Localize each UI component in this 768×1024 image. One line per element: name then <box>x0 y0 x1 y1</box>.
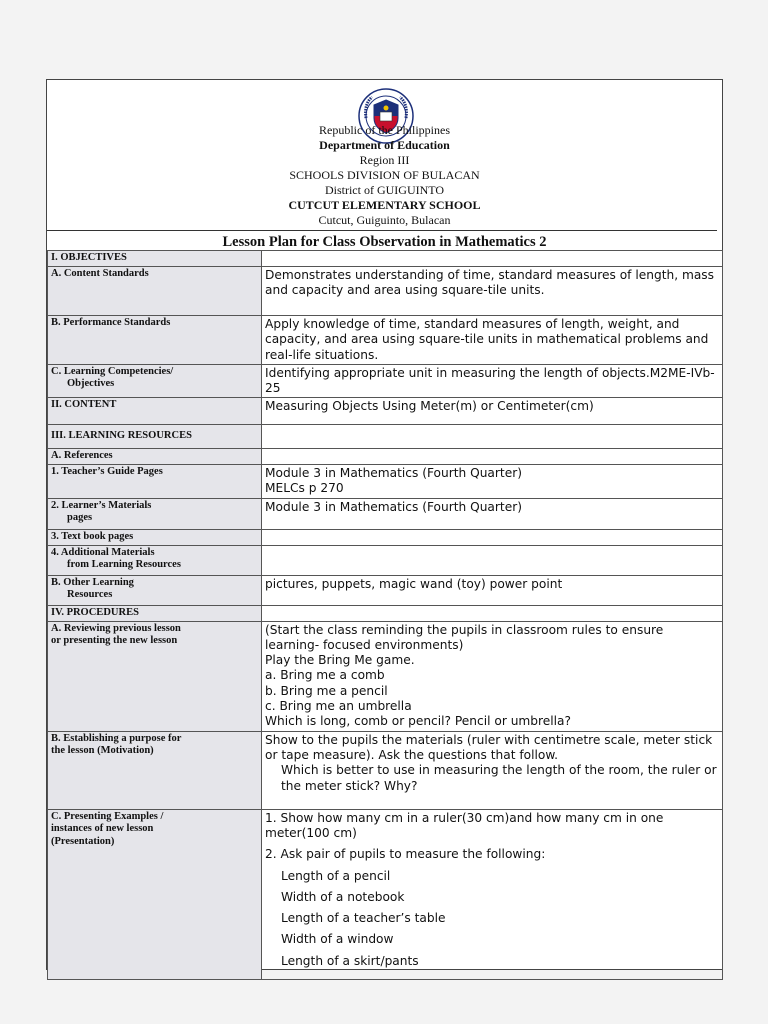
republic-line: Republic of the Philippines <box>319 123 450 137</box>
table-row <box>48 251 723 267</box>
table-row <box>48 529 723 545</box>
review-label: A. Reviewing previous lesson or presenting the new lesson <box>48 621 262 731</box>
list-item: Length of a teacher’s table <box>281 911 446 926</box>
table-row <box>48 316 723 365</box>
teachers-guide-text: Module 3 in Mathematics (Fourth Quarter) MELCs p 270 <box>262 464 723 498</box>
purpose-label: B. Establishing a purpose for the lesson (Motivation) <box>48 731 262 809</box>
school-address: Cutcut, Guiguinto, Bulacan <box>318 213 451 227</box>
procedures-label: IV. PROCEDURES <box>51 606 139 618</box>
content-standards-text: Demonstrates understanding of time, standard measures of length, mass and capacity and area using square-tile units. <box>262 267 723 316</box>
table-row <box>48 731 723 809</box>
content-text: Measuring Objects Using Meter(m) or Centimeter(cm) <box>262 398 723 425</box>
table-row <box>48 425 723 449</box>
title-divider <box>47 230 717 231</box>
table-row <box>48 498 723 529</box>
presentation-text: 1. Show how many cm in a ruler(30 cm)and how many cm in one meter(100 cm) 2. Ask pair of pupils to measure the following: Length of a pencil Width of a notebook Length of a teacher’s table Width of a window Length of a skirt/pants <box>262 809 723 979</box>
district-line: District of GUIGUINTO <box>324 183 445 197</box>
list-item: Width of a notebook <box>281 889 405 904</box>
textbook-pages-label: 3. Text book pages <box>51 530 134 542</box>
document-title: Lesson Plan for Class Observation in Mathematics 2 <box>222 234 547 250</box>
table-row <box>48 621 723 731</box>
additional-materials-label: 4. Additional Materials from Learning Resources <box>48 545 262 575</box>
letterhead <box>47 80 722 232</box>
other-resources-text: pictures, puppets, magic wand (toy) power point <box>262 575 723 605</box>
learners-materials-text: Module 3 in Mathematics (Fourth Quarter) <box>262 498 723 529</box>
references-label: A. References <box>51 450 113 462</box>
table-row <box>48 398 723 425</box>
table-row <box>48 545 723 575</box>
content-label: II. CONTENT <box>51 399 117 411</box>
table-row <box>48 364 723 398</box>
list-item: Length of a pencil <box>281 868 391 883</box>
division-line: SCHOOLS DIVISION OF BULACAN <box>289 168 480 182</box>
learners-materials-label: 2. Learner’s Materials pages <box>48 498 262 529</box>
table-row <box>48 267 723 316</box>
performance-standards-text: Apply knowledge of time, standard measures of length, weight, and capacity, and area using square-tile units in mathematical problems and real-life situations. <box>262 316 723 365</box>
review-text: (Start the class reminding the pupils in classroom rules to ensure learning- focused environments) Play the Bring Me game. a. Bring me a comb b. Bring me a pencil c. Bring me an umbrella Which is long, comb or pencil? Pencil or umbrella? <box>262 621 723 731</box>
purpose-text: Show to the pupils the materials (ruler with centimetre scale, meter stick or tape measure). Ask the questions that follow. Which is better to use in measuring the length of the room, the ruler or the meter stick? Why? <box>262 731 723 809</box>
objectives-heading: I. OBJECTIVES <box>48 251 262 267</box>
table-row <box>48 449 723 465</box>
competencies-text: Identifying appropriate unit in measuring the length of objects.M2ME-IVb-25 <box>262 364 723 398</box>
content-standards-label: A. Content Standards <box>51 268 149 279</box>
list-item: Length of a skirt/pants <box>281 953 419 968</box>
performance-standards-label: B. Performance Standards <box>51 317 171 328</box>
other-resources-label: B. Other Learning Resources <box>48 575 262 605</box>
school-name: CUTCUT ELEMENTARY SCHOOL <box>288 198 481 212</box>
teachers-guide-label: 1. Teacher’s Guide Pages <box>51 465 163 477</box>
lesson-plan-table <box>47 250 723 980</box>
table-row <box>48 809 723 979</box>
region-line: Region III <box>359 153 410 167</box>
table-row <box>48 605 723 621</box>
table-row <box>48 575 723 605</box>
competencies-label: C. Learning Competencies/ Objectives <box>48 364 262 398</box>
table-row <box>48 464 723 498</box>
presentation-label: C. Presenting Examples / instances of new lesson (Presentation) <box>48 809 262 979</box>
lesson-plan-page <box>46 79 723 970</box>
department-line: Department of Education <box>319 138 450 152</box>
learning-resources-label: III. LEARNING RESOURCES <box>51 430 192 442</box>
list-item: Width of a window <box>281 932 394 947</box>
